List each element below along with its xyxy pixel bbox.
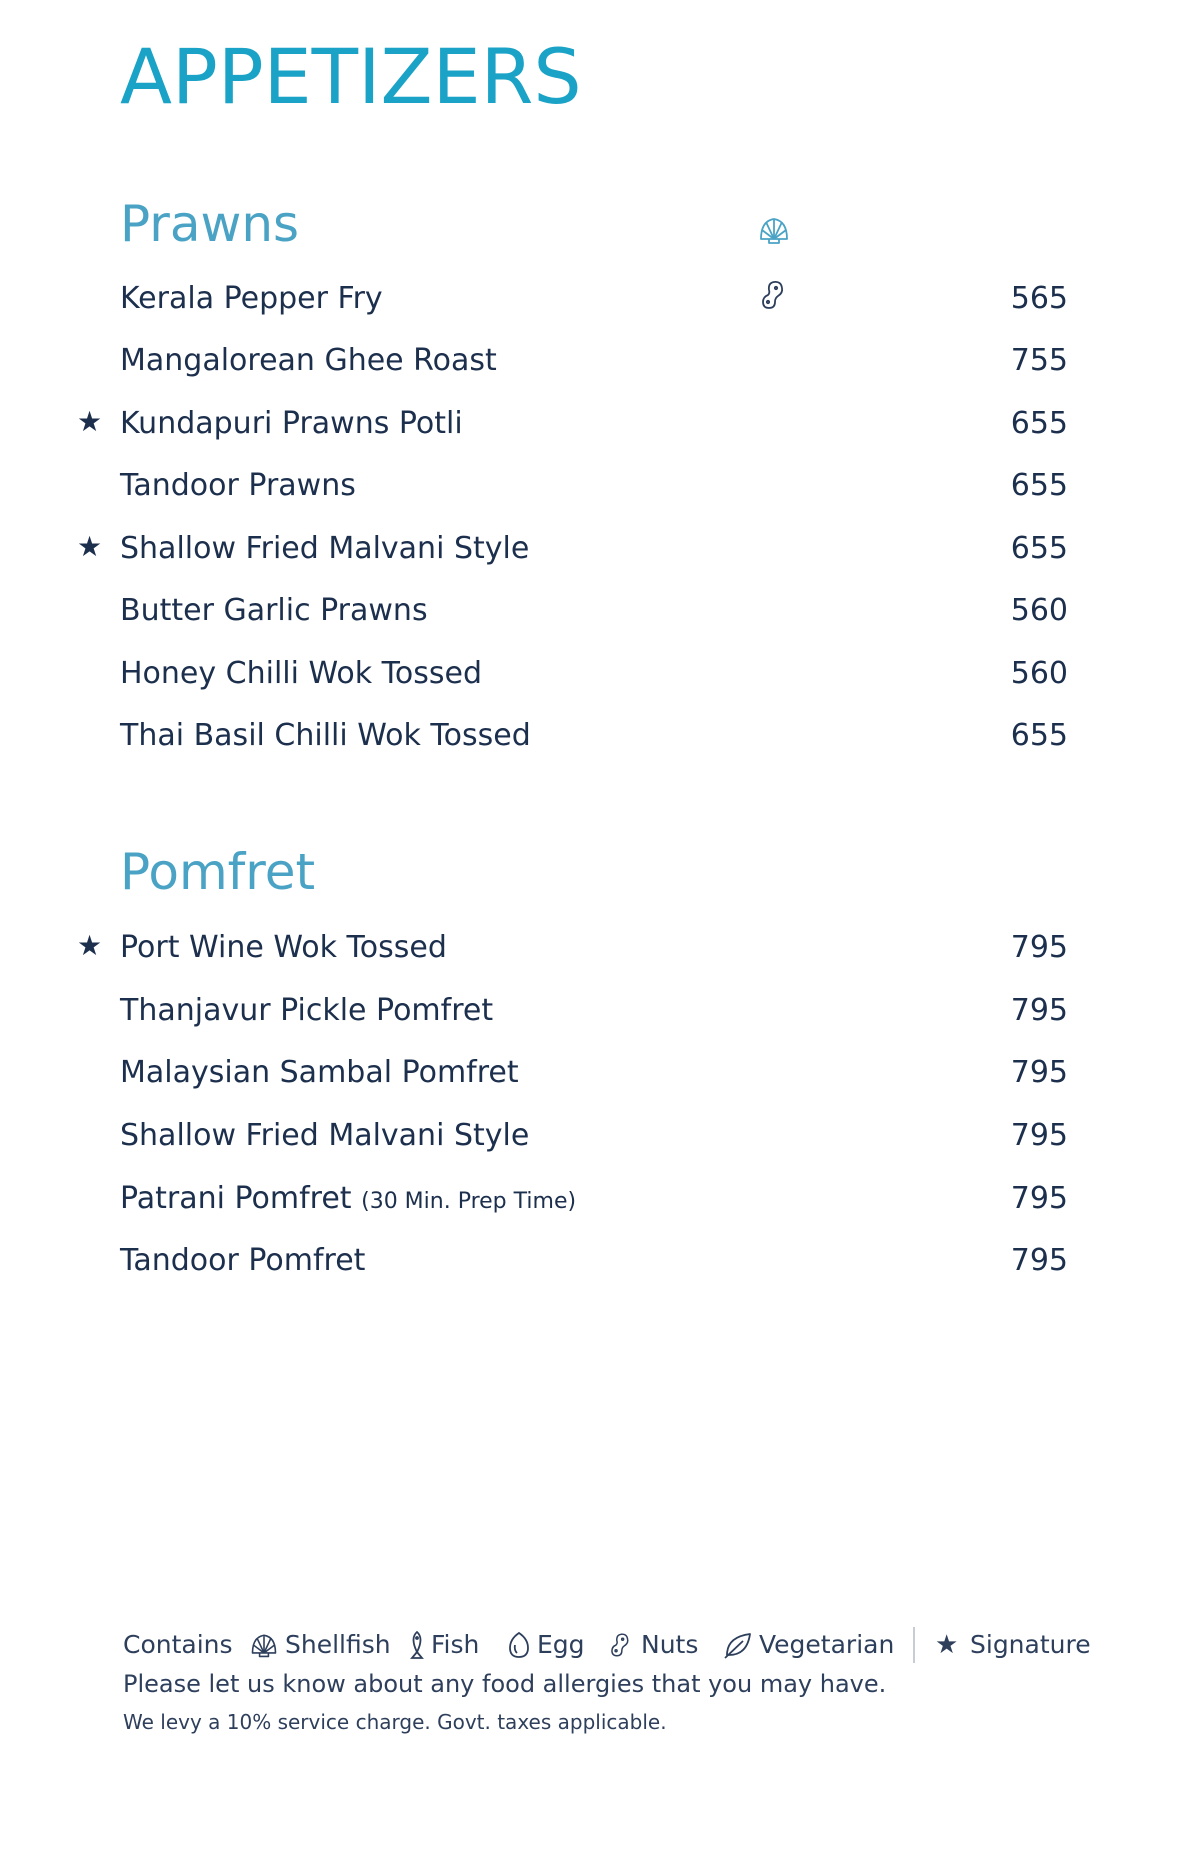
menu-item [0, 400, 1200, 450]
item-price: 560 [1010, 593, 1068, 628]
menu-item [0, 1175, 1200, 1225]
item-name: Butter Garlic Prawns [120, 593, 428, 628]
item-name: Kundapuri Prawns Potli [120, 406, 463, 441]
item-name: Kerala Pepper Fry [120, 281, 383, 316]
item-name: Thanjavur Pickle Pomfret [120, 993, 494, 1028]
menu-item [0, 712, 1200, 762]
legend-signature-label: Signature [970, 1630, 1091, 1659]
item-price: 795 [1010, 1118, 1068, 1153]
nuts-icon [609, 1631, 633, 1659]
item-price: 655 [1010, 531, 1068, 566]
item-name: Tandoor Prawns [120, 468, 356, 503]
allergen-legend [123, 1625, 1123, 1665]
signature-star-icon: ★ [77, 530, 103, 563]
menu-item [0, 587, 1200, 637]
menu-item [0, 1237, 1200, 1287]
item-price: 795 [1010, 930, 1068, 965]
item-price: 655 [1010, 406, 1068, 441]
item-name: Mangalorean Ghee Roast [120, 343, 497, 378]
star-icon: ★ [935, 1630, 959, 1660]
shellfish-icon [249, 1631, 279, 1659]
menu-item [0, 275, 1200, 325]
menu-item [0, 987, 1200, 1037]
service-charge-note: We levy a 10% service charge. Govt. taxes applicable. [123, 1710, 667, 1734]
item-price: 795 [1010, 1055, 1068, 1090]
legend-egg-label: Egg [537, 1630, 585, 1659]
section-title-pomfret: Pomfret [120, 843, 316, 901]
item-price: 755 [1010, 343, 1068, 378]
legend-divider [913, 1627, 915, 1663]
legend-nuts-label: Nuts [641, 1630, 699, 1659]
legend-vegetarian-label: Vegetarian [759, 1630, 895, 1659]
fish-icon [408, 1630, 426, 1660]
item-price: 795 [1010, 993, 1068, 1028]
item-note: (30 Min. Prep Time) [361, 1189, 577, 1214]
signature-star-icon: ★ [77, 405, 103, 438]
item-price: 655 [1010, 468, 1068, 503]
item-name: Malaysian Sambal Pomfret [120, 1055, 519, 1090]
item-name: Port Wine Wok Tossed [120, 930, 447, 965]
allergy-note: Please let us know about any food allergies that you may have. [123, 1670, 887, 1698]
egg-icon [508, 1631, 530, 1659]
item-name: Honey Chilli Wok Tossed [120, 656, 483, 691]
item-price: 560 [1010, 656, 1068, 691]
item-price: 795 [1010, 1243, 1068, 1278]
menu-item [0, 462, 1200, 512]
menu-item [0, 924, 1200, 974]
item-name: Shallow Fried Malvani Style [120, 531, 530, 566]
leaf-icon [723, 1631, 753, 1659]
item-name: Tandoor Pomfret [120, 1243, 366, 1278]
shellfish-icon [757, 215, 791, 245]
item-name [120, 1181, 576, 1220]
nuts-icon [760, 278, 788, 312]
item-price: 655 [1010, 718, 1068, 753]
item-name-text: Patrani Pomfret [120, 1181, 352, 1216]
page-title: APPETIZERS [120, 32, 582, 121]
menu-item [0, 1112, 1200, 1162]
legend-shellfish-label: Shellfish [285, 1630, 391, 1659]
section-title-prawns: Prawns [120, 195, 300, 253]
item-price: 795 [1010, 1181, 1068, 1216]
menu-item [0, 525, 1200, 575]
item-name: Thai Basil Chilli Wok Tossed [120, 718, 531, 753]
menu-item [0, 1049, 1200, 1099]
menu-item [0, 650, 1200, 700]
item-price: 565 [1010, 281, 1068, 316]
signature-star-icon: ★ [77, 929, 103, 962]
legend-fish-label: Fish [431, 1630, 480, 1659]
legend-contains-label: Contains [123, 1630, 233, 1659]
menu-item [0, 337, 1200, 387]
item-name: Shallow Fried Malvani Style [120, 1118, 530, 1153]
